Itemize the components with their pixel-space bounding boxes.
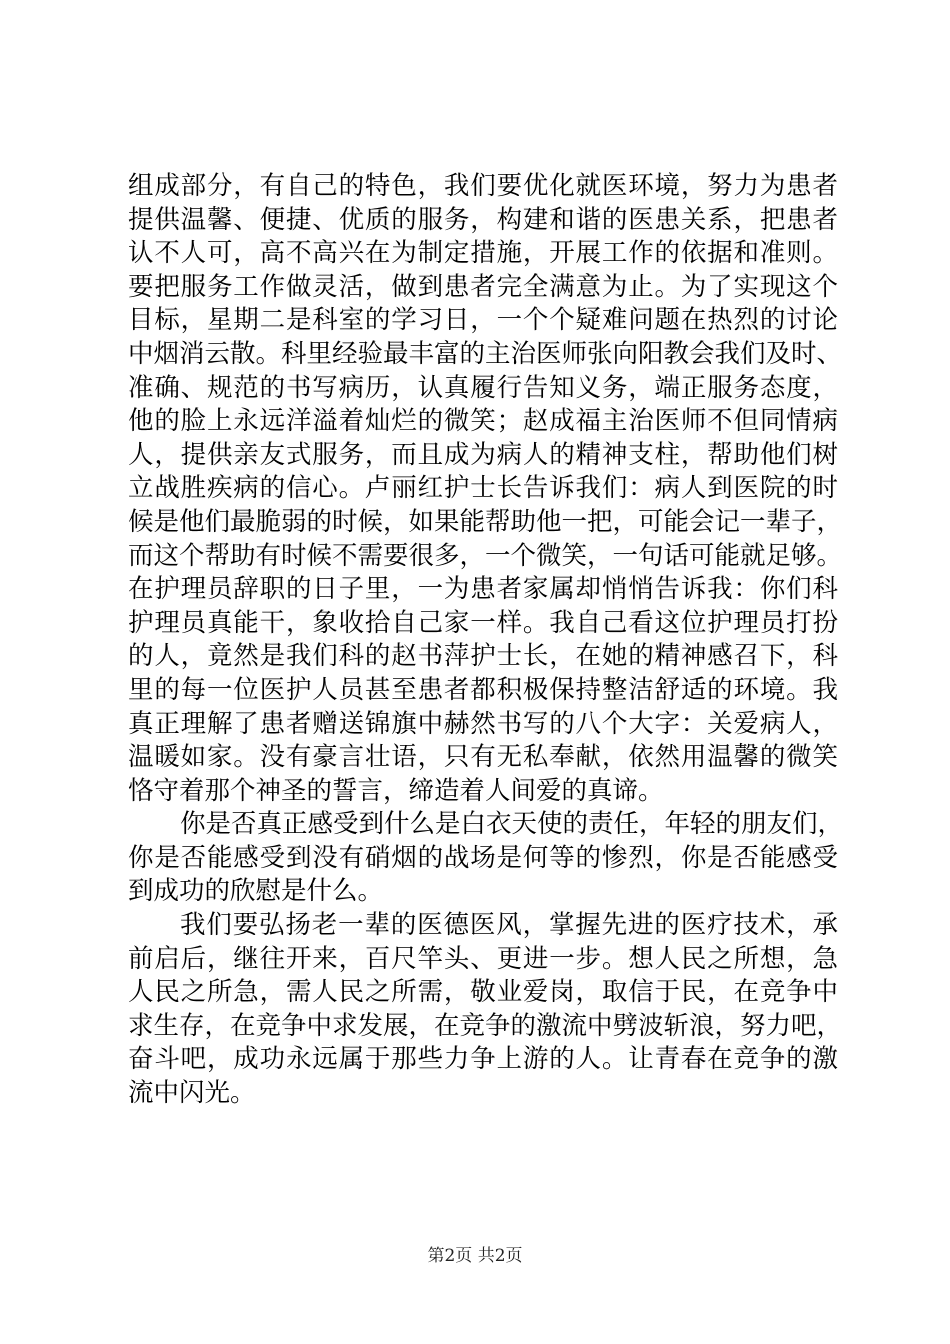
text-line: 奋斗吧，成功永远属于那些力争上游的人。让青春在竞争的激 — [128, 1044, 838, 1075]
text-line: 候是他们最脆弱的时候，如果能帮助他一把，可能会记一辈子， — [128, 506, 843, 537]
text-line: 前启后，继往开来，百尺竿头、更进一步。想人民之所想，急 — [128, 943, 838, 974]
text-line: 提供温馨、便捷、优质的服务，构建和谐的医患关系，把患者 — [128, 204, 838, 235]
text-line: 认不人可，高不高兴在为制定措施，开展工作的依据和准则。 — [128, 238, 838, 269]
text-line: 目标，星期二是科室的学习日，一个个疑难问题在热烈的讨论 — [128, 305, 838, 336]
text-line: 温暖如家。没有豪言壮语，只有无私奉献，依然用温馨的微笑 — [128, 742, 838, 773]
text-line: 组成部分，有自己的特色，我们要优化就医环境，努力为患者 — [128, 171, 838, 201]
page-number-footer: 第2页 共2页 — [427, 1246, 523, 1266]
text-line: 恪守着那个神圣的誓言，缔造着人间爱的真谛。 — [128, 775, 664, 806]
text-line: 里的每一位医护人员甚至患者都积极保持整洁舒适的环境。我 — [128, 674, 838, 705]
text-line: 立战胜疾病的信心。卢丽红护士长告诉我们：病人到医院的时 — [128, 473, 838, 504]
paragraph-first-line: 我们要弘扬老一辈的医德医风，掌握先进的医疗技术，承 — [180, 910, 838, 941]
text-line: 要把服务工作做灵活，做到患者完全满意为止。为了实现这个 — [128, 271, 838, 302]
text-line: 到成功的欣慰是什么。 — [128, 876, 384, 907]
document-body — [128, 170, 844, 1111]
text-line: 而这个帮助有时候不需要很多，一个微笑，一句话可能就足够。 — [128, 540, 843, 571]
text-line: 准确、规范的书写病历，认真履行告知义务，端正服务态度， — [128, 372, 838, 403]
text-line: 你是否能感受到没有硝烟的战场是何等的惨烈，你是否能感受 — [128, 842, 838, 873]
text-line: 他的脸上永远洋溢着灿烂的微笑；赵成福主治医师不但同情病 — [128, 406, 838, 437]
text-line: 中烟消云散。科里经验最丰富的主治医师张向阳教会我们及时、 — [128, 338, 843, 369]
paragraph-first-line: 你是否真正感受到什么是白衣天使的责任，年轻的朋友们， — [180, 809, 844, 840]
text-line: 的人，竟然是我们科的赵书萍护士长，在她的精神感召下，科 — [128, 641, 838, 672]
text-line: 人，提供亲友式服务，而且成为病人的精神支柱，帮助他们树 — [128, 439, 838, 470]
text-line: 护理员真能干，象收拾自己家一样。我自己看这位护理员打扮 — [128, 607, 838, 638]
text-line: 真正理解了患者赠送锦旗中赫然书写的八个大字：关爱病人， — [128, 708, 838, 739]
text-line: 流中闪光。 — [128, 1078, 256, 1109]
text-line: 人民之所急，需人民之所需，敬业爱岗，取信于民，在竞争中 — [128, 977, 838, 1008]
text-line: 求生存，在竞争中求发展，在竞争的激流中劈波斩浪，努力吧， — [128, 1010, 843, 1041]
text-line: 在护理员辞职的日子里，一为患者家属却悄悄告诉我：你们科 — [128, 574, 838, 605]
